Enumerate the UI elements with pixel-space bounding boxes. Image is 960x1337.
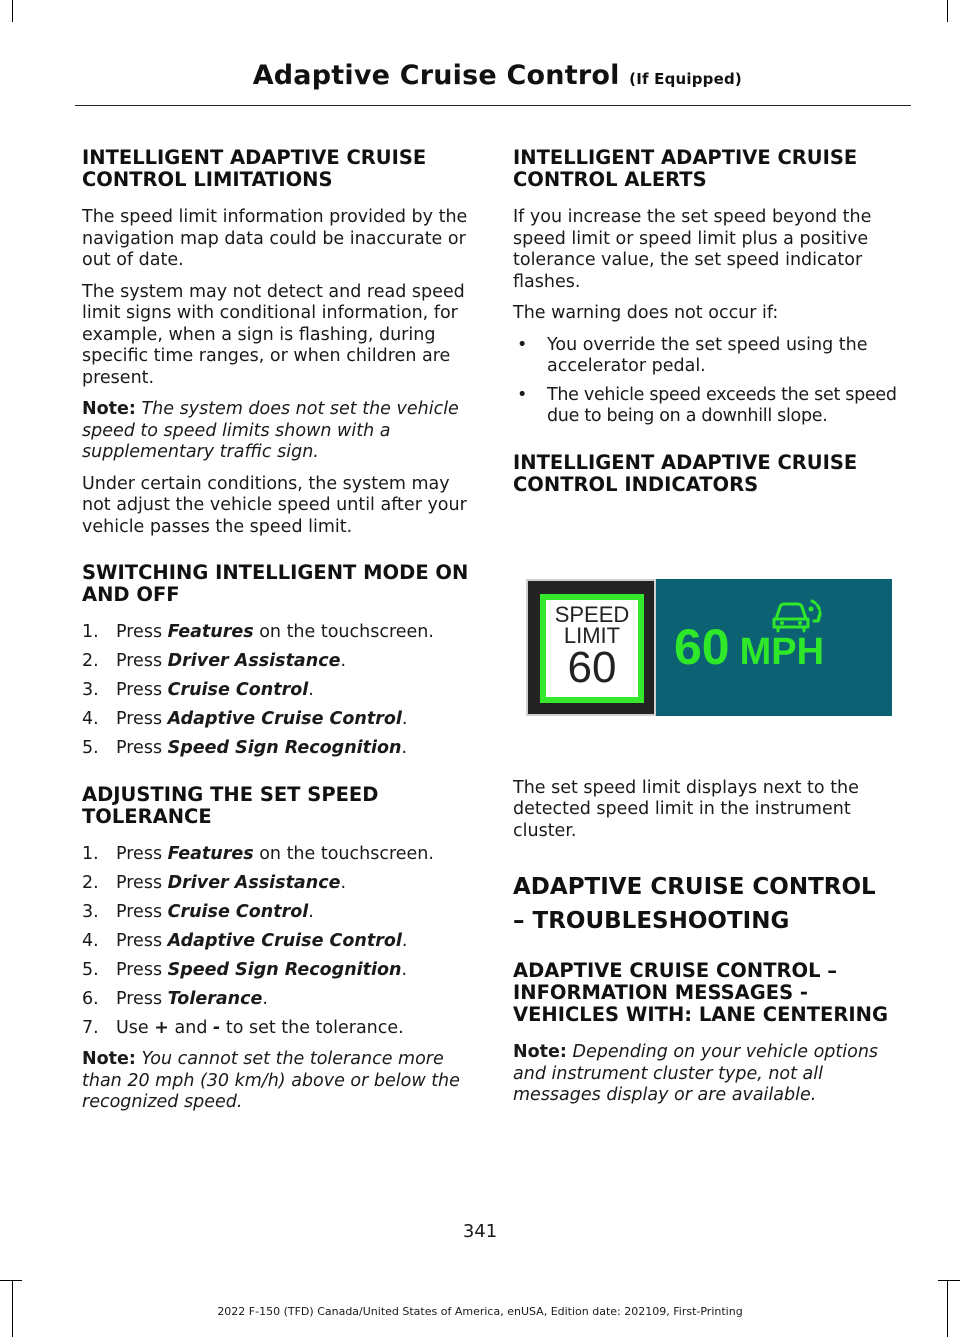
set-speed-value: 60 (674, 618, 730, 675)
plus-symbol: + (154, 1017, 169, 1038)
step-term: Cruise Control (167, 901, 309, 922)
minus-symbol: - (213, 1017, 221, 1038)
note-text: Depending on your vehicle options and instrument cluster type, not all messages display or are available. (513, 1042, 879, 1105)
page-header-title (253, 60, 742, 91)
crop-mark (938, 1280, 960, 1281)
list-item (82, 873, 477, 895)
step-suffix: . (340, 872, 347, 893)
alerts-paragraph-1: If you increase the set speed beyond the speed limit or speed limit plus a positive tolerance value, the set speed indicator flashes. (513, 207, 872, 292)
alerts-bullets (513, 335, 911, 428)
step-number: 3. (82, 901, 99, 922)
step-prefix: Press (116, 680, 168, 700)
list-item (82, 680, 477, 702)
note-label: Note: (513, 1042, 567, 1062)
step-suffix: to set the tolerance. (220, 1017, 404, 1038)
troubleshooting-note (513, 1042, 911, 1107)
step-term: Speed Sign Recognition (167, 738, 402, 758)
step-prefix: Use (116, 1017, 155, 1038)
bullet-text: The vehicle speed exceeds the set speed due to being on a downhill slope. (547, 384, 897, 426)
header-divider (75, 105, 911, 106)
step-number: 1. (82, 622, 99, 642)
switching-heading: SWITCHING INTELLIGENT MODE ON AND OFF (82, 561, 469, 606)
speed-limit-sign-face (540, 594, 644, 703)
step-term: Driver Assistance (167, 651, 341, 671)
switching-steps (82, 622, 477, 760)
step-prefix: Press (116, 709, 168, 729)
left-column (82, 147, 477, 1124)
step-suffix: . (308, 680, 314, 700)
step-prefix: Press (116, 988, 168, 1009)
step-term: Features (167, 843, 254, 864)
step-term: Tolerance (167, 988, 263, 1009)
step-term: Driver Assistance (167, 872, 341, 893)
step-prefix: Press (116, 930, 168, 951)
list-item (82, 1018, 477, 1040)
limitations-heading: INTELLIGENT ADAPTIVE CRUISE CONTROL LIMITATIONS (82, 146, 427, 191)
step-number: 4. (82, 930, 99, 951)
alerts-heading: INTELLIGENT ADAPTIVE CRUISE CONTROL ALERTS (513, 146, 858, 191)
cluster-display (656, 579, 892, 716)
tolerance-heading: ADJUSTING THE SET SPEED TOLERANCE (82, 782, 379, 828)
list-item (82, 651, 477, 673)
list-item (82, 989, 477, 1011)
step-number: 2. (82, 872, 99, 893)
note-text: You cannot set the tolerance more than 20 mph (30 km/h) above or below the recognized speed. (82, 1049, 460, 1112)
page-number: 341 (462, 1221, 498, 1242)
bullet-icon: • (517, 334, 528, 355)
step-number: 6. (82, 988, 99, 1009)
limitations-paragraph-2: The system may not detect and read speed limit signs with conditional information, for example, when a sign is flashing, during specific time ranges, or when children are present. (82, 281, 465, 388)
bullet-text: You override the set speed using the accelerator pedal. (547, 334, 868, 376)
step-number: 1. (82, 843, 99, 864)
step-term: Adaptive Cruise Control (167, 930, 402, 951)
step-prefix: Press (116, 872, 168, 893)
list-item (513, 385, 911, 428)
note-label: Note: (82, 1049, 136, 1069)
list-item (82, 844, 477, 866)
set-speed-readout (674, 618, 825, 675)
footer-edition-info: 2022 F-150 (TFD) Canada/United States of America, enUSA, Edition date: 202109, First-Printing (217, 1305, 743, 1318)
tolerance-note (82, 1049, 477, 1114)
indicator-figure (526, 579, 892, 716)
step-suffix: . (340, 651, 347, 671)
adaptive-cruise-car-icon (768, 591, 824, 635)
note-text: The system does not set the vehicle speed to speed limits shown with a supplementary traffic sign. (82, 399, 459, 462)
step-middle: and (168, 1017, 213, 1038)
limitations-note (82, 399, 477, 464)
note-label: Note: (82, 399, 136, 419)
step-prefix: Press (116, 959, 168, 980)
step-number: 3. (82, 680, 99, 700)
limitations-paragraph-3: Under certain conditions, the system may not adjust the vehicle speed until after your vehicle passes the speed limit. (82, 473, 467, 537)
step-prefix: Press (116, 843, 168, 864)
step-number: 5. (82, 738, 99, 758)
sign-line-2: LIMIT (563, 622, 621, 648)
sign-line-1: SPEED (554, 601, 630, 627)
list-item (82, 960, 477, 982)
step-term: Cruise Control (167, 680, 309, 700)
step-suffix: . (401, 709, 408, 729)
crop-mark (12, 0, 13, 22)
step-prefix: Press (116, 738, 168, 758)
set-speed-unit: MPH (739, 630, 825, 673)
list-item (82, 931, 477, 953)
step-suffix: . (401, 738, 408, 758)
step-number: 7. (82, 1017, 99, 1038)
step-number: 5. (82, 959, 99, 980)
step-suffix: on the touchscreen. (253, 843, 434, 864)
bullet-icon: • (517, 384, 528, 405)
step-suffix: . (262, 988, 268, 1009)
step-term: Adaptive Cruise Control (167, 709, 402, 729)
speed-limit-sign (526, 579, 656, 716)
troubleshooting-title-line-1: ADAPTIVE CRUISE CONTROL (513, 874, 876, 900)
right-column (513, 147, 911, 1117)
indicators-heading: INTELLIGENT ADAPTIVE CRUISE CONTROL INDICATORS (513, 450, 858, 496)
crop-mark (0, 1280, 22, 1281)
header-title-suffix: (If Equipped) (629, 70, 742, 88)
tolerance-steps (82, 844, 477, 1040)
list-item (513, 335, 911, 378)
header-title-text: Adaptive Cruise Control (252, 60, 620, 91)
step-prefix: Press (116, 622, 168, 642)
step-number: 2. (82, 651, 99, 671)
step-suffix: . (308, 901, 314, 922)
step-term: Speed Sign Recognition (167, 959, 402, 980)
step-number: 4. (82, 709, 99, 729)
list-item (82, 738, 477, 760)
alerts-paragraph-2: The warning does not occur if: (513, 303, 779, 323)
step-suffix: . (401, 930, 408, 951)
list-item (82, 709, 477, 731)
information-messages-heading: ADAPTIVE CRUISE CONTROL – INFORMATION MESSAGES - VEHICLES WITH: LANE CENTERING (513, 959, 888, 1026)
crop-mark (947, 0, 948, 22)
sign-speed-value: 60 (567, 642, 617, 692)
list-item (82, 902, 477, 924)
step-suffix: on the touchscreen. (253, 622, 434, 642)
list-item (82, 622, 477, 644)
limitations-paragraph-1: The speed limit information provided by the navigation map data could be inaccurate or out of date. (82, 207, 468, 270)
step-prefix: Press (116, 651, 168, 671)
step-suffix: . (401, 959, 408, 980)
indicators-caption: The set speed limit displays next to the detected speed limit in the instrument cluster. (513, 777, 859, 841)
troubleshooting-title-line-2: – TROUBLESHOOTING (513, 908, 790, 934)
step-term: Features (167, 622, 254, 642)
step-prefix: Press (116, 901, 168, 922)
